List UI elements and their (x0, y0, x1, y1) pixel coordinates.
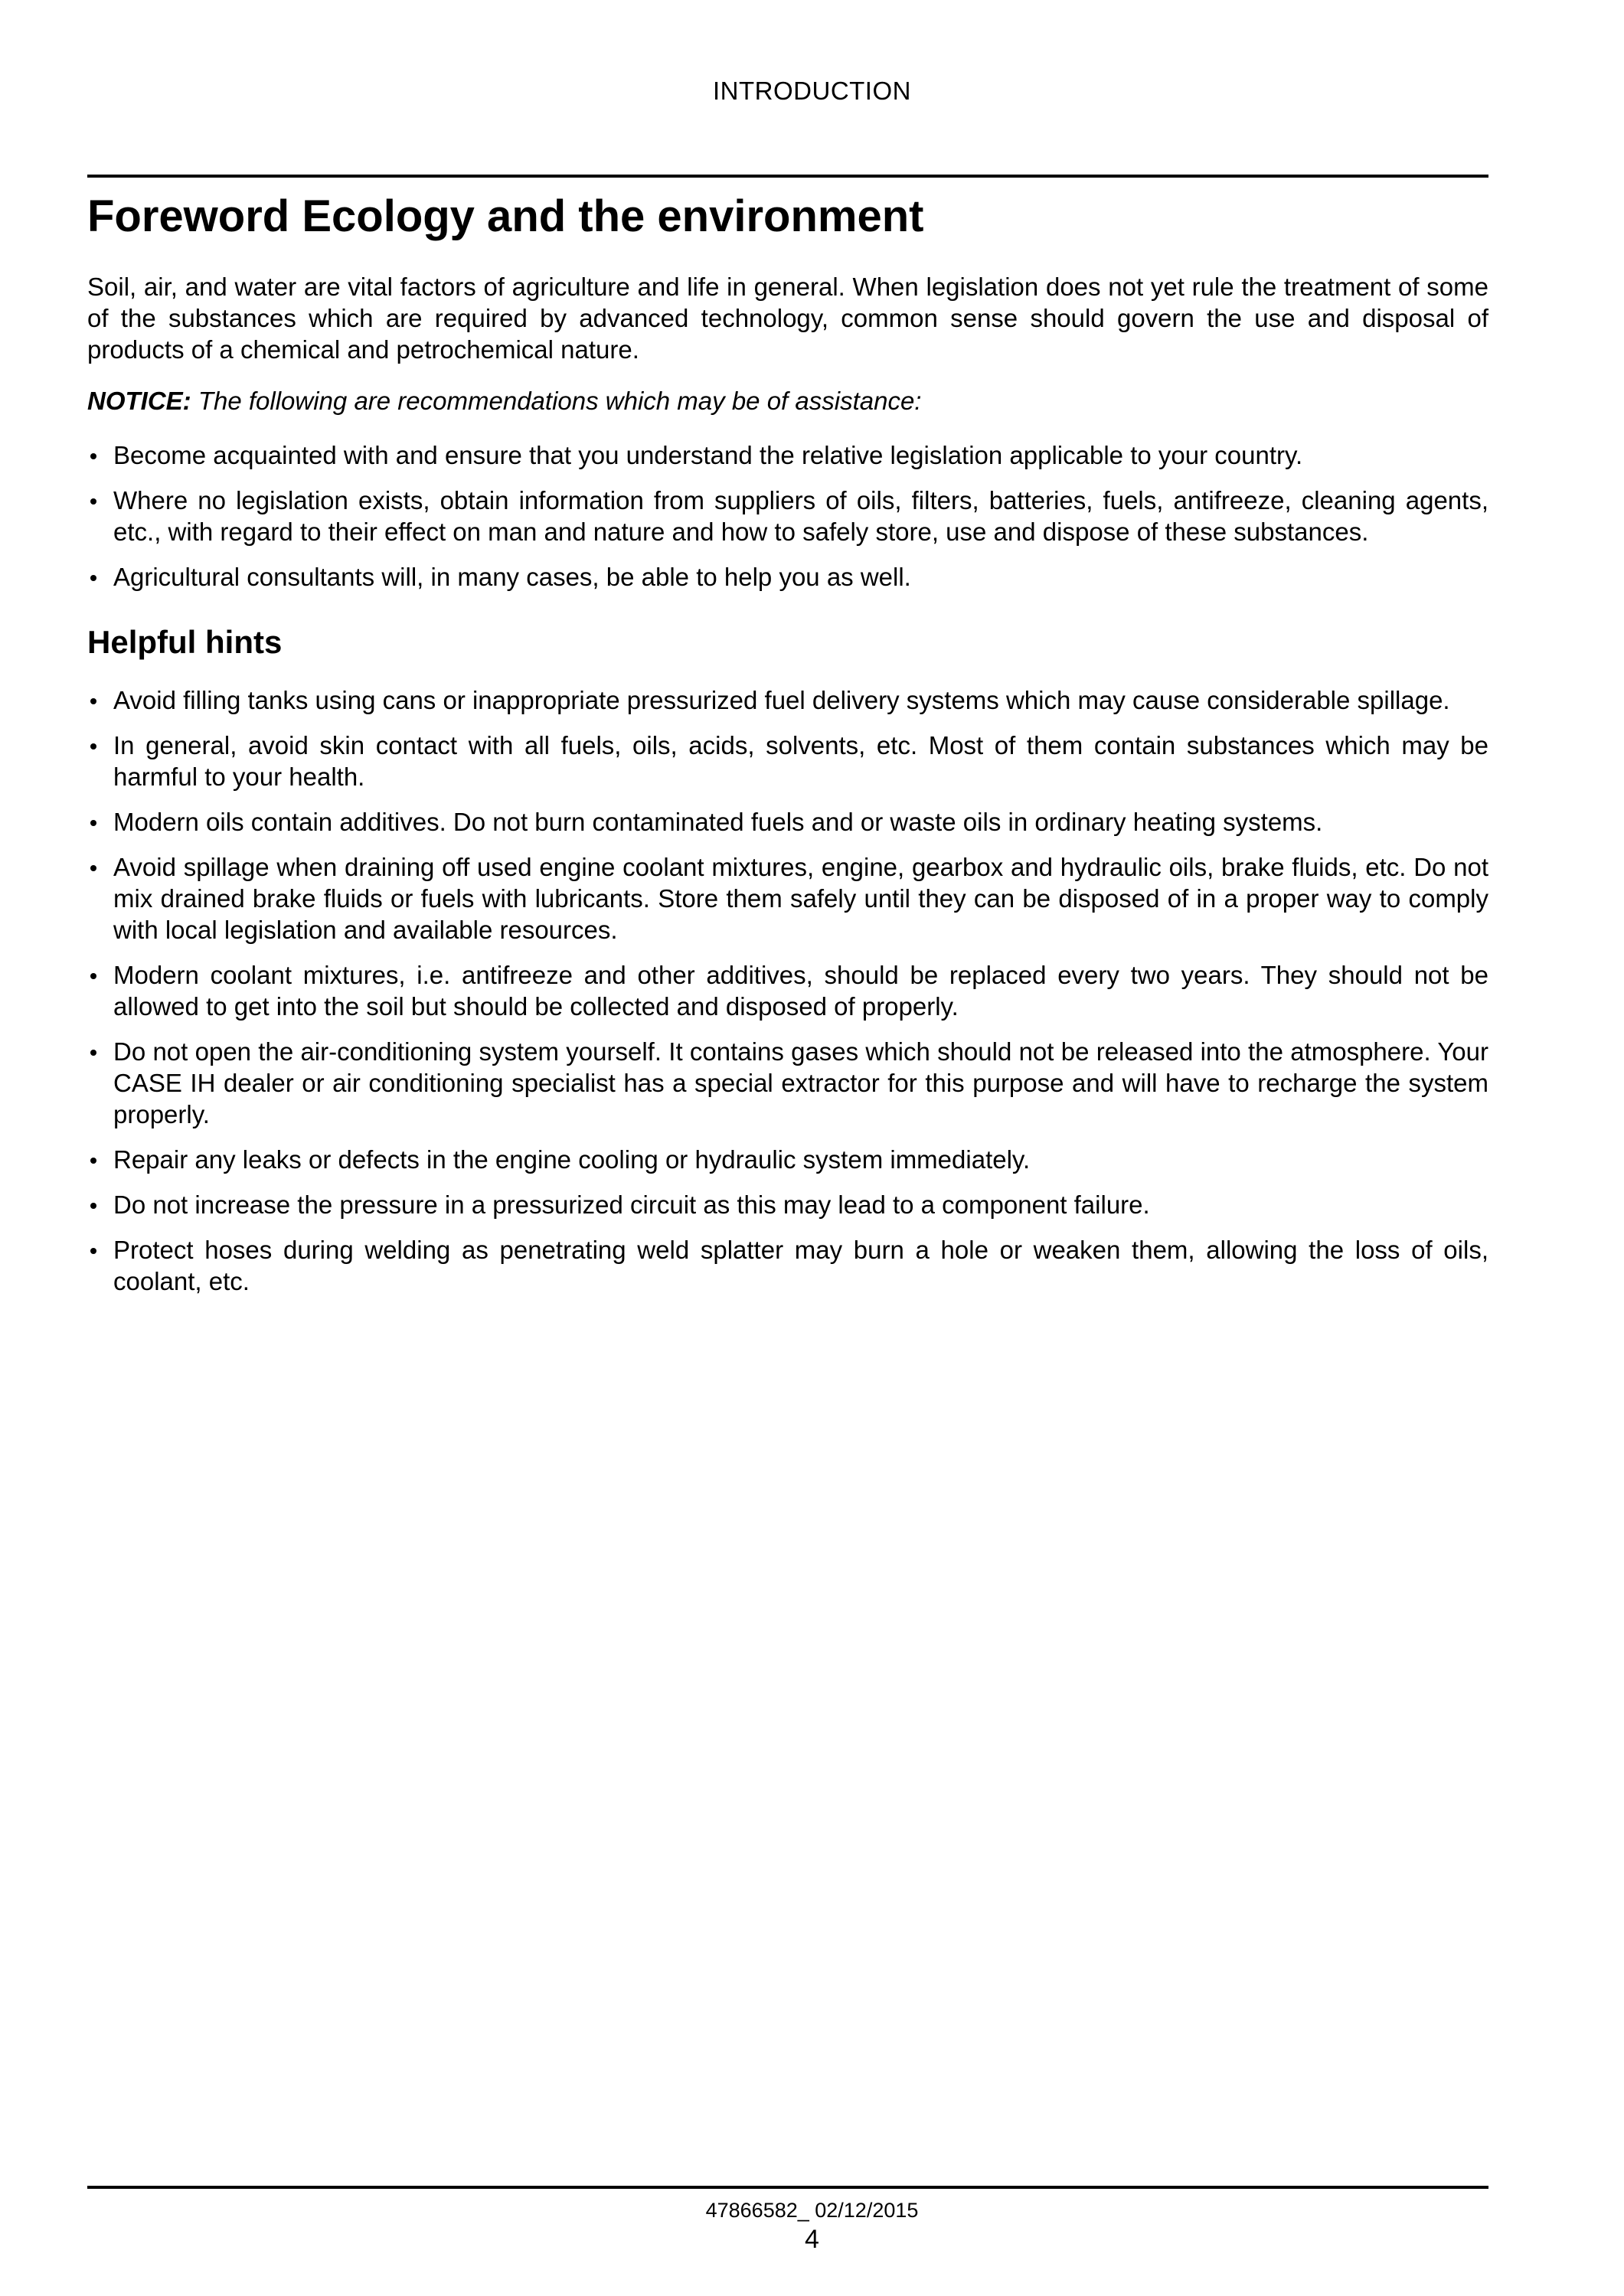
list-item: Become acquainted with and ensure that you understand the relative legislation applicable to your country. (87, 439, 1488, 471)
list-item: Do not open the air-conditioning system yourself. It contains gases which should not be released into the atmosphere. Your CASE IH dealer or air conditioning specialist has a special extractor for this purpose and will have to recharge the system properly. (87, 1036, 1488, 1130)
hints-list (87, 684, 1488, 1297)
list-item: Avoid spillage when draining off used engine coolant mixtures, engine, gearbox and hydraulic oils, brake fluids, etc. Do not mix drained brake fluids or fuels with lubricants. Store them safely until they can be disposed of in a proper way to comply with local legislation and available resources. (87, 851, 1488, 946)
list-item: Protect hoses during welding as penetrating weld splatter may burn a hole or weaken them, allowing the loss of oils, coolant, etc. (87, 1234, 1488, 1297)
recommendations-list (87, 439, 1488, 593)
footer-doc-reference: 47866582_ 02/12/2015 (705, 2199, 919, 2222)
footer-divider (87, 2186, 1488, 2189)
list-item: Do not increase the pressure in a pressurized circuit as this may lead to a component failure. (87, 1189, 1488, 1220)
main-content (87, 175, 1488, 1311)
notice-label: NOTICE: (87, 386, 191, 415)
list-item: Modern coolant mixtures, i.e. antifreeze and other additives, should be replaced every two years. They should not be allowed to get into the soil but should be collected and disposed of properly. (87, 959, 1488, 1022)
notice-text: The following are recommendations which may be of assistance: (191, 386, 922, 415)
list-item: Modern oils contain additives. Do not burn contaminated fuels and or waste oils in ordinary heating systems. (87, 806, 1488, 838)
page-header: INTRODUCTION (713, 77, 911, 105)
list-item: Avoid filling tanks using cans or inappropriate pressurized fuel delivery systems which may cause considerable spillage. (87, 684, 1488, 716)
notice (87, 385, 1488, 416)
page-title: Foreword Ecology and the environment (87, 191, 924, 241)
list-item: In general, avoid skin contact with all fuels, oils, acids, solvents, etc. Most of them contain substances which may be harmful to your health. (87, 730, 1488, 792)
page-number: 4 (805, 2225, 819, 2254)
list-item: Agricultural consultants will, in many cases, be able to help you as well. (87, 561, 1488, 593)
intro-paragraph: Soil, air, and water are vital factors of agriculture and life in general. When legislation does not yet rule the treatment of some of the substances which are required by advanced technology, common sense should govern the use and disposal of products of a chemical and petrochemical nature. (87, 272, 1488, 364)
list-item: Where no legislation exists, obtain information from suppliers of oils, filters, batteries, fuels, antifreeze, cleaning agents, etc., with regard to their effect on man and nature and how to safely store, use and dispose of these substances. (87, 485, 1488, 547)
section-heading-helpful-hints: Helpful hints (87, 623, 283, 660)
title-divider (87, 175, 1488, 178)
list-item: Repair any leaks or defects in the engine cooling or hydraulic system immediately. (87, 1144, 1488, 1175)
